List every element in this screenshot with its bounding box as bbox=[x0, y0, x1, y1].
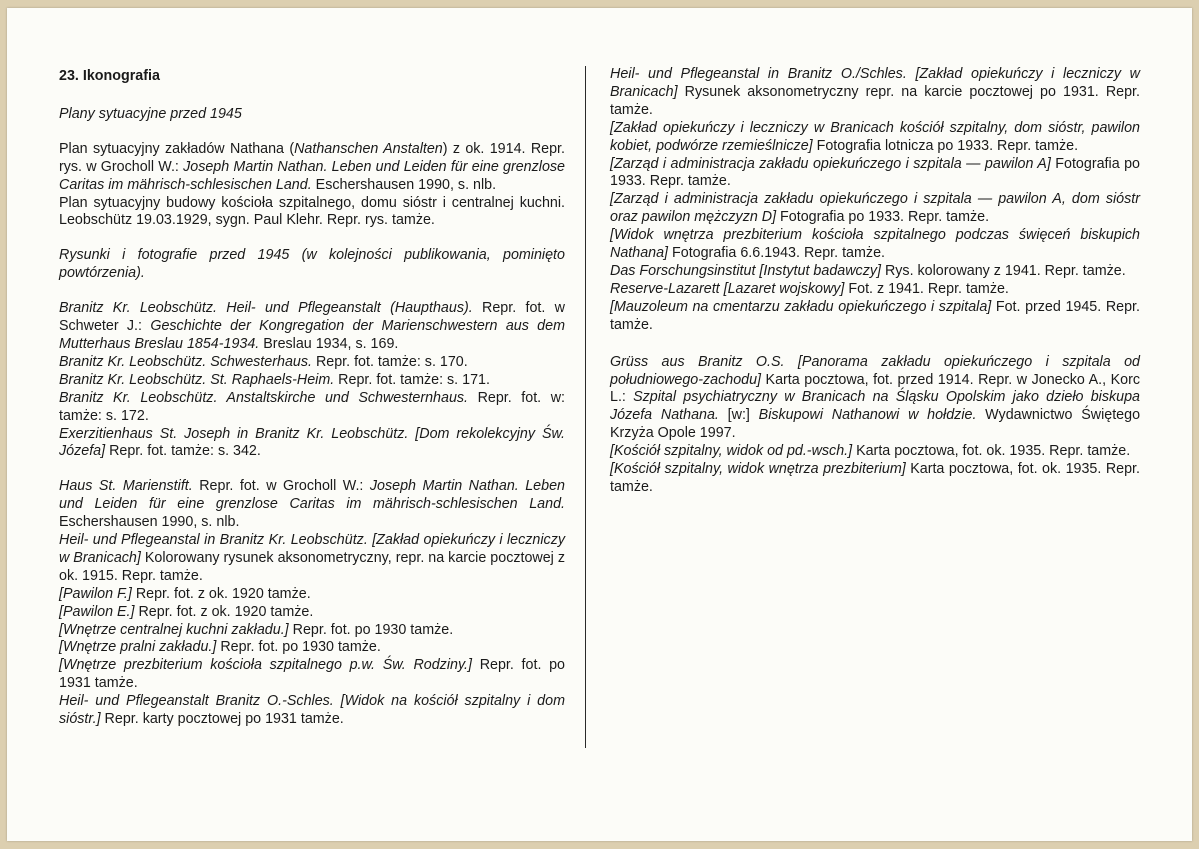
list-item: Plan sytuacyjny zakładów Nathana (Nathanschen Anstalten) z ok. 1914. Repr. rys. w Grocholl W.: Joseph Martin Nathan. Leben und Leiden für eine grenzlose Caritas im mährisch-schlesischen Land. Eschershausen 1990, s. nlb. bbox=[59, 140, 566, 193]
drawings-list-1 bbox=[59, 300, 565, 461]
subsection-title-drawings: Rysunki i fotografie przed 1945 (w kolejności publikowania, pominięto powtórzenia). bbox=[59, 247, 565, 282]
list-item: [Wnętrze pralni zakładu.] Repr. fot. po 1930 tamże. bbox=[59, 639, 381, 656]
right-column bbox=[610, 66, 1140, 497]
list-item: [Kościół szpitalny, widok wnętrza prezbiterium] Karta pocztowa, fot. ok. 1935. Repr. tamże. bbox=[610, 461, 1140, 495]
list-item: [Wnętrze centralnej kuchni zakładu.] Repr. fot. po 1930 tamże. bbox=[59, 621, 454, 638]
list-item: [Widok wnętrza prezbiterium kościoła szpitalnego podczas święceń biskupich Nathana] Fotografia 6.6.1943. Repr. tamże. bbox=[610, 227, 1140, 262]
list-item: Branitz Kr. Leobschütz. Heil- und Pflegeanstalt (Haupthaus). Repr. fot. w Schweter J.: Geschichte der Kongregation der Marienschwestern aus dem Mutterhaus Breslau 1854-1934. Breslau 1934, s. 169. bbox=[59, 300, 565, 352]
list-item: Grüss aus Branitz O.S. [Panorama zakładu opiekuńczego i szpitala od południowego-zachodu] Karta pocztowa, fot. przed 1914. Repr. w Jonecko A., Korc L.: Szpital psychiatryczny w Branicach na Śląsku Opolskim jako dzieło biskupa Józefa Nathana. [w:] Biskupowi Nathanowi w hołdzie. Wydawnictwo Świętego Krzyża Opole 1997. bbox=[610, 353, 1141, 442]
list-item: Heil- und Pflegeanstal in Branitz O./Schles. [Zakład opiekuńczy i leczniczy w Branicach] Rysunek aksonometryczny repr. na karcie pocztowej po 1931. Repr. tamże. bbox=[610, 66, 1140, 118]
list-item: Branitz Kr. Leobschütz. Anstaltskirche und Schwesternhaus. Repr. fot. w: tamże: s. 172. bbox=[59, 389, 565, 424]
list-item: [Pawilon E.] Repr. fot. z ok. 1920 tamże. bbox=[59, 603, 314, 620]
list-item: Exerzitienhaus St. Joseph in Branitz Kr. Leobschütz. [Dom rekolekcyjny Św. Józefa] Repr. fot. tamże: s. 342. bbox=[59, 425, 565, 460]
list-item: Reserve-Lazarett [Lazaret wojskowy] Fot. z 1941. Repr. tamże. bbox=[610, 280, 1009, 297]
page-sheet bbox=[7, 8, 1192, 841]
list-item: Plan sytuacyjny budowy kościoła szpitalnego, domu sióstr i centralnej kuchni. Leobschütz 19.03.1929, sygn. Paul Klehr. Repr. rys. tamże. bbox=[59, 194, 565, 229]
list-item: [Zarząd i administracja zakładu opiekuńczego i szpitala — pawilon A, dom sióstr oraz pawilon mężczyzn D] Fotografia po 1933. Repr. tamże. bbox=[610, 191, 1140, 226]
plans-list bbox=[59, 141, 565, 231]
section-heading: 23. Ikonografia bbox=[59, 68, 160, 84]
list-item: [Pawilon F.] Repr. fot. z ok. 1920 tamże. bbox=[59, 585, 311, 602]
list-item: Das Forschungsinstitut [Instytut badawczy] Rys. kolorowany z 1941. Repr. tamże. bbox=[610, 262, 1126, 279]
list-item: [Kościół szpitalny, widok od pd.-wsch.] Karta pocztowa, fot. ok. 1935. Repr. tamże. bbox=[610, 443, 1131, 460]
list-item: [Zakład opiekuńczy i leczniczy w Branicach kościół szpitalny, dom sióstr, pawilon kobiet, podwórze rzemieślnicze] Fotografia lotnicza po 1933. Repr. tamże. bbox=[610, 119, 1140, 154]
list-item: [Mauzoleum na cmentarzu zakładu opiekuńczego i szpitala] Fot. przed 1945. Repr. tamże. bbox=[610, 298, 1140, 333]
postcards-list bbox=[610, 354, 1140, 497]
list-item: [Wnętrze prezbiterium kościoła szpitalnego p.w. Św. Rodziny.] Repr. fot. po 1931 tamże. bbox=[59, 657, 566, 692]
drawings-list-2 bbox=[59, 478, 565, 729]
list-item: Heil- und Pflegeanstal in Branitz Kr. Leobschütz. [Zakład opiekuńczy i leczniczy w Branicach] Kolorowany rysunek aksonometryczny, repr. na karcie pocztowej z ok. 1915. Repr. tamże. bbox=[59, 532, 565, 584]
left-column bbox=[59, 68, 565, 729]
column-divider bbox=[585, 66, 586, 748]
list-item: Haus St. Marienstift. Repr. fot. w Grocholl W.: Joseph Martin Nathan. Leben und Leiden für eine grenzlose Caritas im mährisch-schlesischen Land. Eschershausen 1990, s. nlb. bbox=[59, 478, 565, 531]
list-item: Branitz Kr. Leobschütz. St. Raphaels-Heim. Repr. fot. tamże: s. 171. bbox=[59, 371, 490, 388]
list-item: Branitz Kr. Leobschütz. Schwesterhaus. Repr. fot. tamże: s. 170. bbox=[59, 353, 468, 370]
subsection-title-plans: Plany sytuacyjne przed 1945 bbox=[59, 105, 242, 122]
list-item: Heil- und Pflegeanstalt Branitz O.-Schles. [Widok na kościół szpitalny i dom sióstr.] Repr. karty pocztowej po 1931 tamże. bbox=[59, 693, 565, 728]
list-item: [Zarząd i administracja zakładu opiekuńczego i szpitala — pawilon A] Fotografia po 1933. Repr. tamże. bbox=[610, 155, 1140, 190]
drawings-list-3 bbox=[610, 66, 1140, 335]
